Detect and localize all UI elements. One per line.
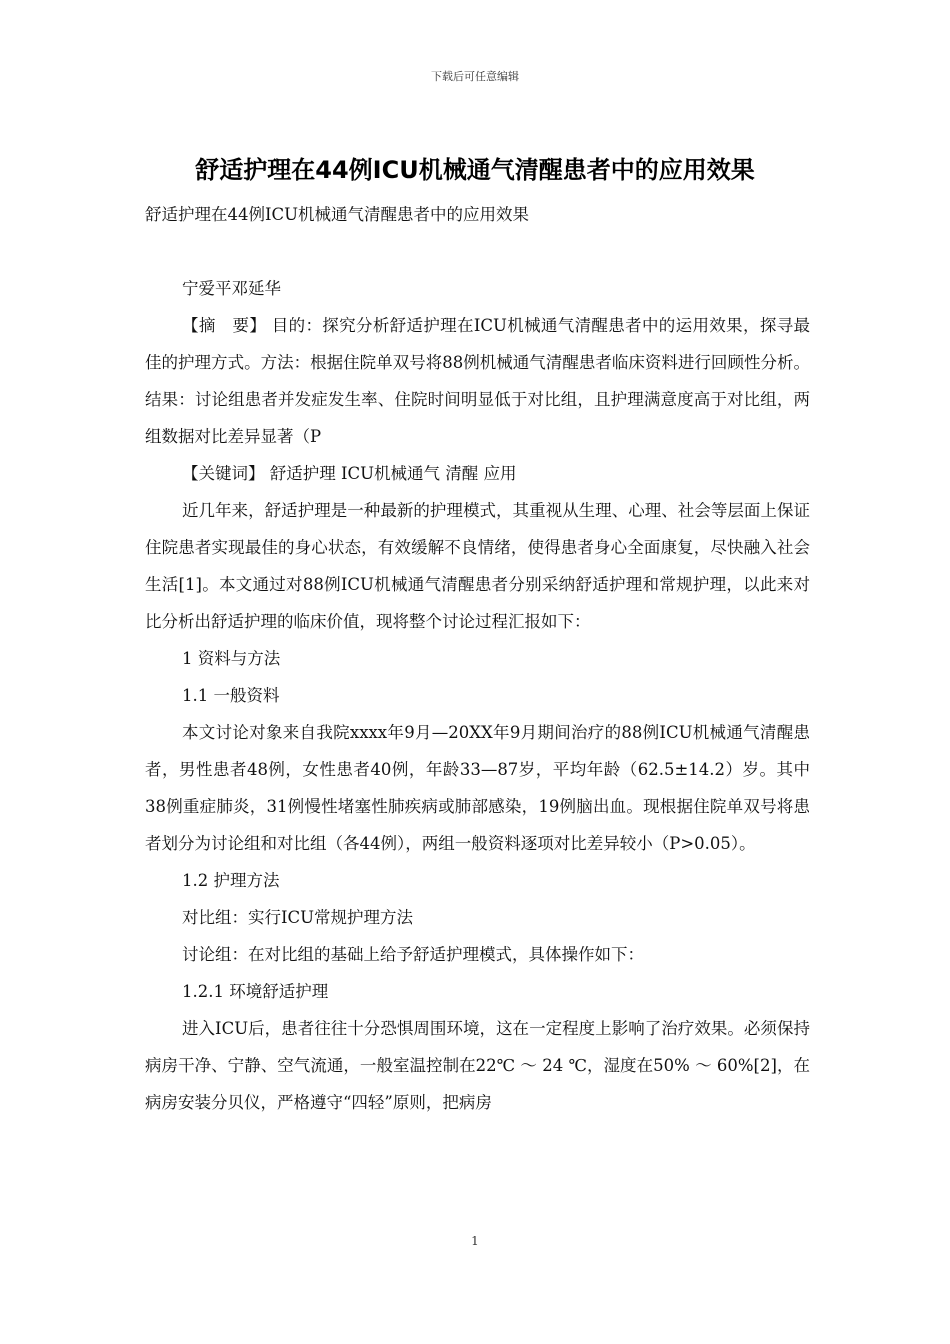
keywords-text: 舒适护理 ICU机械通气 清醒 应用 <box>264 464 517 483</box>
environment-care-paragraph: 进入ICU后，患者往往十分恐惧周围环境，这在一定程度上影响了治疗效果。必须保持病房干净、宁静、空气流通，一般室温控制在22℃ ～ 24 ℃，湿度在50% ～ 60%[2]，在病房安装分贝仪，严格遵守“四轻”原则，把病房 <box>145 1019 810 1112</box>
abstract-paragraph <box>145 307 810 455</box>
section-heading-1-2: 1.2 护理方法 <box>182 871 280 890</box>
blank-line <box>145 233 810 270</box>
intro-paragraph: 近几年来，舒适护理是一种最新的护理模式，其重视从生理、心理、社会等层面上保证住院患者实现最佳的身心状态，有效缓解不良情绪，使得患者身心全面康复，尽快融入社会生活[1]。本文通过对88例ICU机械通气清醒患者分别采纳舒适护理和常规护理，以此来对比分析出舒适护理的临床价值，现将整个讨论过程汇报如下： <box>145 501 810 631</box>
keywords-label: 【关键词】 <box>182 464 265 483</box>
abstract-text: 目的：探究分析舒适护理在ICU机械通气清醒患者中的运用效果，探寻最佳的护理方式。方法：根据住院单双号将88例机械通气清醒患者临床资料进行回顾性分析。结果：讨论组患者并发症发生率、住院时间明显低于对比组，且护理满意度高于对比组，两组数据对比差异显著（P <box>145 316 811 446</box>
keywords-paragraph <box>145 455 810 492</box>
page-header: 下载后可任意编辑 <box>431 70 519 83</box>
subtitle: 舒适护理在44例ICU机械通气清醒患者中的应用效果 <box>145 205 530 224</box>
study-group-paragraph: 讨论组：在对比组的基础上给予舒适护理模式，具体操作如下： <box>182 945 644 964</box>
document-body <box>145 196 810 1121</box>
page-number: 1 <box>471 1234 479 1248</box>
control-group-paragraph: 对比组：实行ICU常规护理方法 <box>182 908 414 927</box>
section-heading-1: 1 资料与方法 <box>182 649 281 668</box>
document-title: 舒适护理在44例ICU机械通气清醒患者中的应用效果 <box>195 156 755 184</box>
abstract-label: 【摘 要】 <box>182 316 267 335</box>
authors: 宁爱平邓延华 <box>182 279 281 298</box>
section-heading-1-2-1: 1.2.1 环境舒适护理 <box>182 982 329 1001</box>
section-heading-1-1: 1.1 一般资料 <box>182 686 280 705</box>
general-data-paragraph: 本文讨论对象来自我院xxxx年9月—20XX年9月期间治疗的88例ICU机械通气清醒患者，男性患者48例，女性患者40例，年龄33—87岁，平均年龄（62.5±14.2）岁。其中38例重症肺炎，31例慢性堵塞性肺疾病或肺部感染，19例脑出血。现根据住院单双号将患者划分为讨论组和对比组（各44例），两组一般资料逐项对比差异较小（P>0.05）。 <box>145 723 810 853</box>
